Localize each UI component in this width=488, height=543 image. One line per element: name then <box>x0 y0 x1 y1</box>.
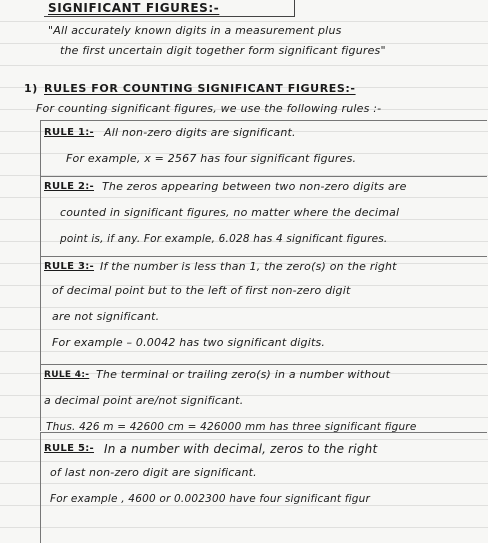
rule-3-example: For example – 0.0042 has two significant digits. <box>52 336 326 349</box>
rule-4-example: Thus. 426 m = 42600 cm = 426000 mm has three significant figure <box>46 421 417 433</box>
rule-3-tag: RULE 3:- <box>44 261 95 272</box>
section-number: 1) <box>24 82 38 95</box>
rule-1-tag: RULE 1:- <box>44 127 95 138</box>
rule-1-text: All non-zero digits are significant. <box>104 126 296 139</box>
section-intro: For counting significant figures, we use the following rules :- <box>36 102 382 115</box>
rule-3-text: If the number is less than 1, the zero(s) on the right <box>100 260 397 273</box>
rule-3-line-2: are not significant. <box>52 310 160 323</box>
rule-5-text: In a number with decimal, zeros to the right <box>104 442 378 456</box>
rule-5-example: For example , 4600 or 0.002300 have four significant figur <box>50 493 371 505</box>
rule-4-text: The terminal or trailing zero(s) in a number without <box>96 368 391 381</box>
rule-5-tag: RULE 5:- <box>44 443 95 454</box>
rule-4-line-1: a decimal point are/not significant. <box>44 394 244 407</box>
rule-4-tag: RULE 4:- <box>44 370 90 380</box>
rule-2-text: The zeros appearing between two non-zero digits are <box>102 180 407 193</box>
definition-line-2: the first uncertain digit together form significant figures" <box>60 44 386 57</box>
section-heading: RULES FOR COUNTING SIGNIFICANT FIGURES:- <box>44 82 356 95</box>
rule-3-line-1: of decimal point but to the left of first non-zero digit <box>52 284 351 297</box>
rule-2-tag: RULE 2:- <box>44 181 95 192</box>
rule-2-line-1: counted in significant figures, no matter where the decimal <box>60 206 400 219</box>
definition-line-1: "All accurately known digits in a measurement plus <box>48 24 342 37</box>
rule-1-example: For example, x = 2567 has four significant figures. <box>66 152 357 165</box>
rule-2-line-2: point is, if any. For example, 6.028 has 4 significant figures. <box>60 233 388 245</box>
rule-5-line-1: of last non-zero digit are significant. <box>50 466 257 479</box>
page-title: SIGNIFICANT FIGURES:- <box>48 1 220 15</box>
